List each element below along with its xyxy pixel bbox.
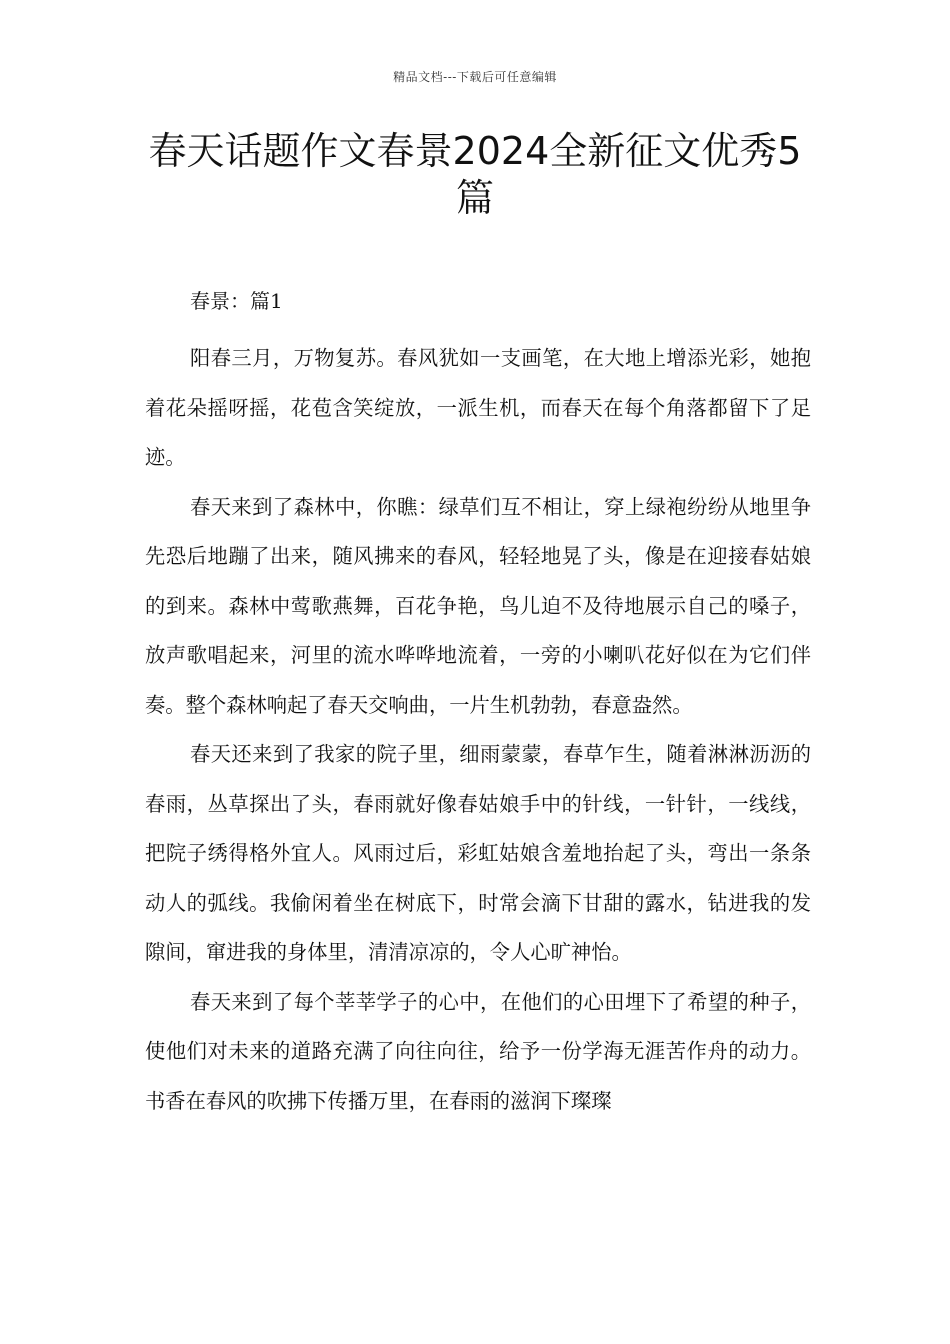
- document-body: [145, 284, 811, 1126]
- page-header: 精品文档---下载后可任意编辑: [393, 70, 557, 84]
- paragraph: 春天来到了森林中，你瞧：绿草们互不相让，穿上绿袍纷纷从地里争先恐后地蹦了出来，随风拂来的春风，轻轻地晃了头，像是在迎接春姑娘的到来。森林中莺歌燕舞，百花争艳，鸟儿迫不及待地展示自己的嗓子，放声歌唱起来，河里的流水哗哗地流着，一旁的小喇叭花好似在为它们伴奏。整个森林响起了春天交响曲，一片生机勃勃，春意盎然。: [145, 494, 811, 717]
- section-subtitle: 春景：篇1: [190, 289, 283, 313]
- paragraph: 春天还来到了我家的院子里，细雨蒙蒙，春草乍生，随着淋淋沥沥的春雨，丛草探出了头，春雨就好像春姑娘手中的针线，一针针，一线线，把院子绣得格外宜人。风雨过后，彩虹姑娘含羞地抬起了头，弯出一条条动人的弧线。我偷闲着坐在树底下，时常会滴下甘甜的露水，钻进我的发隙间，窜进我的身体里，清清凉凉的，令人心旷神怡。: [145, 742, 811, 964]
- paragraph: 阳春三月，万物复苏。春风犹如一支画笔，在大地上增添光彩，她抱着花朵摇呀摇，花苞含笑绽放，一派生机，而春天在每个角落都留下了足迹。: [145, 346, 811, 469]
- document-title: 春天话题作文春景2024全新征文优秀5篇: [148, 129, 802, 220]
- paragraph: 春天来到了每个莘莘学子的心中，在他们的心田埋下了希望的种子，使他们对未来的道路充满了向往向往，给予一份学海无涯苦作舟的动力。书香在春风的吹拂下传播万里，在春雨的滋润下璨璨: [145, 989, 811, 1113]
